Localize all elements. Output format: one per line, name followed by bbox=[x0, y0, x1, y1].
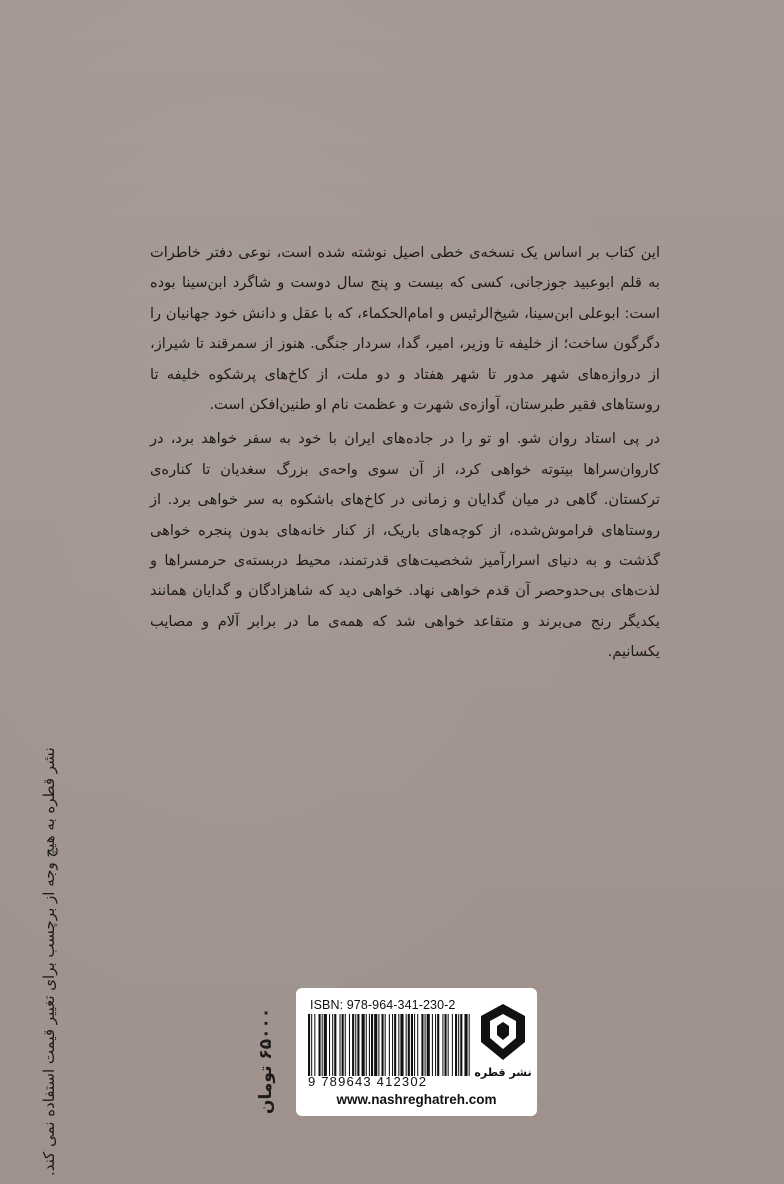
publisher-logo-icon bbox=[478, 1002, 528, 1062]
disclaimer-text: نشر قطره به هیچ وجه از برچسب برای تغییر قیمت استفاده نمی کند. bbox=[40, 747, 58, 1176]
isbn-label: ISBN: 978-964-341-230-2 bbox=[310, 998, 456, 1012]
blurb-text bbox=[150, 238, 660, 668]
barcode-number: 9 789643 412302 bbox=[308, 1074, 428, 1089]
barcode-sticker bbox=[296, 988, 537, 1116]
price-text: ۶۵۰۰۰ تومان bbox=[256, 1007, 276, 1114]
barcode-bars bbox=[306, 1014, 472, 1076]
publisher-url: www.nashreghatreh.com bbox=[336, 1092, 497, 1107]
publisher-name: نشر قطره bbox=[474, 1066, 532, 1079]
blurb-paragraph-2: در پی استاد روان شو. او تو را در جاده‌های ایران با خود به سفر خواهد برد، در کاروان‌سراها بیتوته خواهی کرد، از آن سوی واحه‌ی بزرگ سغدیان تا کناره‌ی ترکستان. گاهی در میان گدایان و زمانی در کاخ‌های باشکوه به سر خواهی برد. از روستاهای فراموش‌شده، از کوچه‌های باریک، از کنار خانه‌های بدون پنجره خواهی گذشت و به دنیای اسرارآمیز شخصیت‌های قدرتمند، محیط دربسته‌ی حرمسراها و لذت‌های بی‌حدوحصر آن قدم خواهی نهاد. خواهی دید که شاهزادگان و گدایان همانند یکدیگر رنج می‌برند و متقاعد خواهی شد که همه‌ی ما در برابر آلام و مصایب یکسانیم. bbox=[150, 430, 660, 661]
blurb-paragraph-1: این کتاب بر اساس یک نسخه‌ی خطی اصیل نوشته شده است، نوعی دفتر خاطرات به قلم ابوعبید جوزجانی، کسی که بیست و پنج سال دوست و شاگرد ابن‌سینا بوده است: ابوعلی ابن‌سینا، شیخ‌الرئیس و امام‌الحکماء، که با عقل و دانش خود جهانیان را دگرگون ساخت؛ از خلیفه تا وزیر، امیر، گدا، سردار جنگی. هنوز از سمرقند تا شیراز، از دروازه‌های شهر مدور تا شهر هفتاد و دو ملت، از کاخ‌های پرشکوه خلیفه تا روستاهای فقیر طبرستان، آوازه‌ی شهرت و عظمت نام او طنین‌افکن است. bbox=[150, 244, 660, 414]
